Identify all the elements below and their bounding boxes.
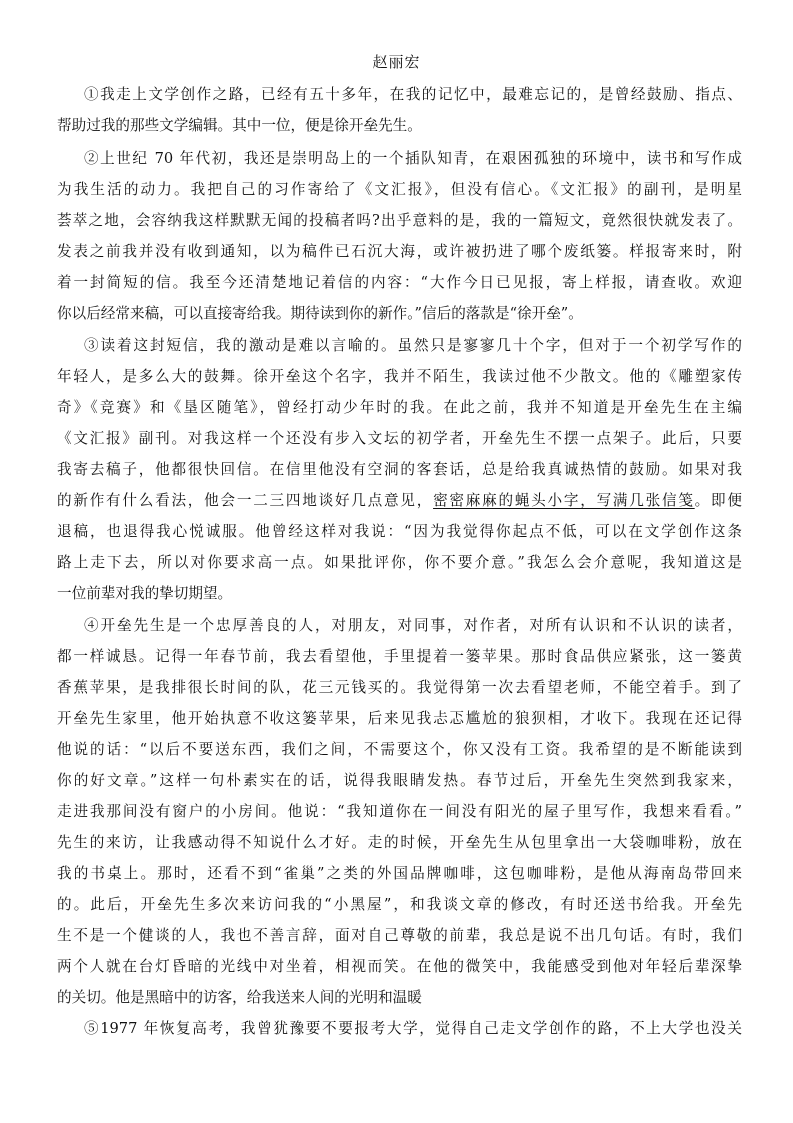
text-line: 我寄去稿子，他都很快回信。在信里他没有空洞的客套话，总是给我真诚热情的鼓励。如果对我 [57,461,742,478]
text-line: 两个人就在台灯昏暗的光线中对坐着，相视而笑。在他的微笑中，我能感受到他对年轻后辈深挚 [57,958,742,975]
text-line: 香蕉苹果，是我排很长时间的队，花三元钱买的。我觉得第一次去看望老师，不能空着手。到了 [57,679,742,696]
text-line: ③读着这封短信，我的激动是难以言喻的。虽然只是寥寥几十个字，但对于一个初学写作的 [84,337,742,354]
text-line: ⑤1977 年恢复高考，我曾犹豫要不要报考大学，觉得自己走文学创作的路，不上大学也没关 [84,1020,742,1037]
text-line: 年轻人，是多么大的鼓舞。徐开垒这个名字，我并不陌生，我读过他不少散文。他的《雕塑家传 [57,368,742,385]
text-line: 先生的来访，让我感动得不知说什么才好。走的时候，开垒先生从包里拿出一大袋咖啡粉，放在 [57,834,742,851]
text-line: 走进我那间没有窗户的小房间。他说：“我知道你在一间没有阳光的屋子里写作，我想来看看。” [57,803,742,820]
text-line: ②上世纪 70 年代初，我还是崇明岛上的一个插队知青，在艰困孤独的环境中，读书和写作成 [84,150,742,167]
text-line: 退稿，也退得我心悦诚服。他曾经这样对我说：“因为我觉得你起点不低，可以在文学创作这条 [57,523,742,540]
text-line: ④开垒先生是一个忠厚善良的人，对朋友，对同事，对作者，对所有认识和不认识的读者， [84,617,742,634]
text-line: 着一封简短的信。我至今还清楚地记着信的内容：“大作今日已见报，寄上样报，请查收。欢迎 [57,274,742,291]
text-line: 开垒先生家里，他开始执意不收这篓苹果，后来见我忐忑尴尬的狼狈相，才收下。我现在还记得 [57,710,742,727]
text-line: 我的书桌上。那时，还看不到“雀巢”之类的外国品牌咖啡，这包咖啡粉，是他从海南岛带回来 [57,865,742,882]
text-line: 的关切。他是黑暗中的访客，给我送来人间的光明和温暖 [57,989,422,1006]
text-line: 荟萃之地，会容纳我这样默默无闻的投稿者吗?出乎意料的是，我的一篇短文，竟然很快就发表了。 [57,212,742,229]
underlined-phrase: 密密麻麻的蝇头小字，写满几张信笺 [433,492,695,509]
text-line: 帮助过我的那些文学编辑。其中一位，便是徐开垒先生。 [57,117,422,134]
text-line: 发表之前我并没有收到通知，以为稿件已石沉大海，或许被扔进了哪个废纸篓。样报寄来时，附 [57,243,742,260]
text-segment: 的新作有什么看法，他会一二三四地谈好几点意见， [57,492,434,509]
author-name: 赵丽宏 [372,53,421,71]
text-line: 他说的话：“以后不要送东西，我们之间，不需要这个，你又没有工资。我希望的是不断能读到 [57,741,742,758]
text-line: 生不是一个健谈的人，我也不善言辞，面对自己尊敬的前辈，我总是说不出几句话。有时，我们 [57,927,742,944]
text-line: 的。此后，开垒先生多次来访问我的“小黑屋”，和我谈文章的修改，有时还送书给我。开垒先 [57,896,742,913]
text-line: 奇》《竞赛》和《垦区随笔》，曾经打动少年时的我。在此之前，我并不知道是开垒先生在主编 [57,399,742,416]
text-line: ①我走上文学创作之路，已经有五十多年，在我的记忆中，最难忘记的，是曾经鼓励、指点、 [84,86,742,103]
text-line: 一位前辈对我的挚切期望。 [57,585,233,602]
text-line: 为我生活的动力。我把自己的习作寄给了《文汇报》，但没有信心。《文汇报》的副刊，是明星 [57,181,742,198]
text-segment: 。即便 [694,492,742,509]
text-line: 你以后经常来稿，可以直接寄给我。期待读到你的新作。”信后的落款是“徐开垒”。 [57,305,583,322]
text-line: 《文汇报》副刊。对我这样一个还没有步入文坛的初学者，开垒先生不摆一点架子。此后，只要 [57,430,742,447]
text-line-with-underline [57,486,742,516]
text-line: 你的好文章。”这样一句朴素实在的话，说得我眼睛发热。春节过后，开垒先生突然到我家来， [57,772,742,789]
text-line: 路上走下去，所以对你要求高一点。如果批评你，你不要介意。”我怎么会介意呢，我知道这是 [57,554,742,571]
text-line: 都一样诚恳。记得一年春节前，我去看望他，手里提着一篓苹果。那时食品供应紧张，这一篓黄 [57,648,742,665]
